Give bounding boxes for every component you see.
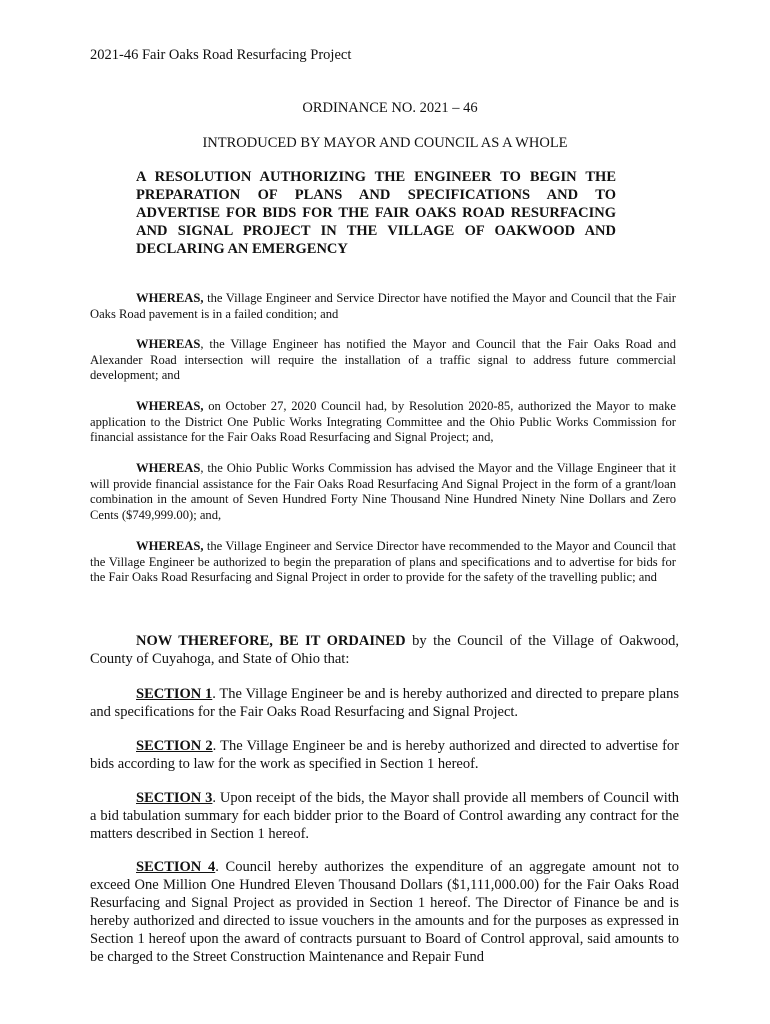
section-2 <box>90 737 679 773</box>
whereas-clause-1 <box>90 291 676 322</box>
section-label: SECTION 3 <box>136 790 213 806</box>
running-header: 2021-46 Fair Oaks Road Resurfacing Project <box>90 47 352 63</box>
whereas-text: the Village Engineer and Service Director have notified the Mayor and Council that the Fair Oaks Road pavement is in a failed condition; and <box>90 291 676 321</box>
whereas-lead: WHEREAS, <box>136 539 204 553</box>
whereas-text: , the Ohio Public Works Commission has advised the Mayor and the Village Engineer that it will provide financial assistance for the Fair Oaks Road Resurfacing And Signal Project in the form of a grant/loan combination in the amount of Seven Hundred Forty Nine Thousand Nine Hundred Ninety Nine Dollars and Zero Cents ($749,999.00); and, <box>90 461 676 522</box>
ordained-clause <box>90 632 679 668</box>
section-1 <box>90 685 679 721</box>
section-label: SECTION 1 <box>136 686 213 702</box>
section-label: SECTION 4 <box>136 859 216 875</box>
whereas-text: on October 27, 2020 Council had, by Resolution 2020-85, authorized the Mayor to make application to the District One Public Works Integrating Committee and the Ohio Public Works Commission for financial assistance for the Fair Oaks Road Resurfacing and Signal Project; and, <box>90 399 676 444</box>
section-text: . Upon receipt of the bids, the Mayor shall provide all members of Council with a bid tabulation summary for each bidder prior to the Board of Control awarding any contract for the matters described in Section 1 hereof. <box>90 790 679 842</box>
ordained-text: by the Council of the Village of Oakwood, County of Cuyahoga, and State of Ohio that: <box>90 633 679 667</box>
section-3 <box>90 789 679 843</box>
whereas-lead: WHEREAS <box>136 337 201 351</box>
ordinance-number: ORDINANCE NO. 2021 – 46 <box>302 100 478 116</box>
whereas-lead: WHEREAS, <box>136 399 204 413</box>
section-text: . The Village Engineer be and is hereby authorized and directed to advertise for bids according to law for the work as specified in Section 1 hereof. <box>90 738 679 772</box>
section-label: SECTION 2 <box>136 738 213 754</box>
whereas-clause-5 <box>90 539 676 586</box>
whereas-clause-4 <box>90 461 676 523</box>
whereas-text: , the Village Engineer has notified the Mayor and Council that the Fair Oaks Road and Alexander Road intersection will require the installation of a traffic signal to address future commercial development; and <box>90 337 676 382</box>
whereas-lead: WHEREAS <box>136 461 201 475</box>
whereas-clause-2 <box>90 337 676 384</box>
section-text: . The Village Engineer be and is hereby authorized and directed to prepare plans and specifications for the Fair Oaks Road Resurfacing and Signal Project. <box>90 686 679 720</box>
whereas-text: the Village Engineer and Service Director have recommended to the Mayor and Council that the Village Engineer be authorized to begin the preparation of plans and specifications and to advertise for bids for the Fair Oaks Road Resurfacing and Signal Project in order to provide for the safety of the travelling public; and <box>90 539 676 584</box>
resolution-title: A RESOLUTION AUTHORIZING THE ENGINEER TO BEGIN THE PREPARATION OF PLANS AND SPECIFICATIONS AND TO ADVERTISE FOR BIDS FOR THE FAIR OAKS ROAD RESURFACING AND SIGNAL PROJECT IN THE VILLAGE OF OAKWOOD AND DECLARING AN EMERGENCY <box>136 169 616 257</box>
whereas-clause-3 <box>90 399 676 446</box>
section-4 <box>90 858 679 966</box>
ordained-lead: NOW THEREFORE, BE IT ORDAINED <box>136 633 406 649</box>
whereas-lead: WHEREAS, <box>136 291 204 305</box>
introduced-by: INTRODUCED BY MAYOR AND COUNCIL AS A WHOLE <box>202 135 568 151</box>
section-text: . Council hereby authorizes the expenditure of an aggregate amount not to exceed One Million One Hundred Eleven Thousand Dollars ($1,111,000.00) for the Fair Oaks Road Resurfacing and Signal Project as provided in Section 1 hereof. The Director of Finance be and is hereby authorized and directed to issue vouchers in the amounts and for the purposes as expressed in Section 1 hereof upon the award of contracts pursuant to Board of Control approval, said amounts to be charged to the Street Construction Maintenance and Repair Fund <box>90 859 679 965</box>
